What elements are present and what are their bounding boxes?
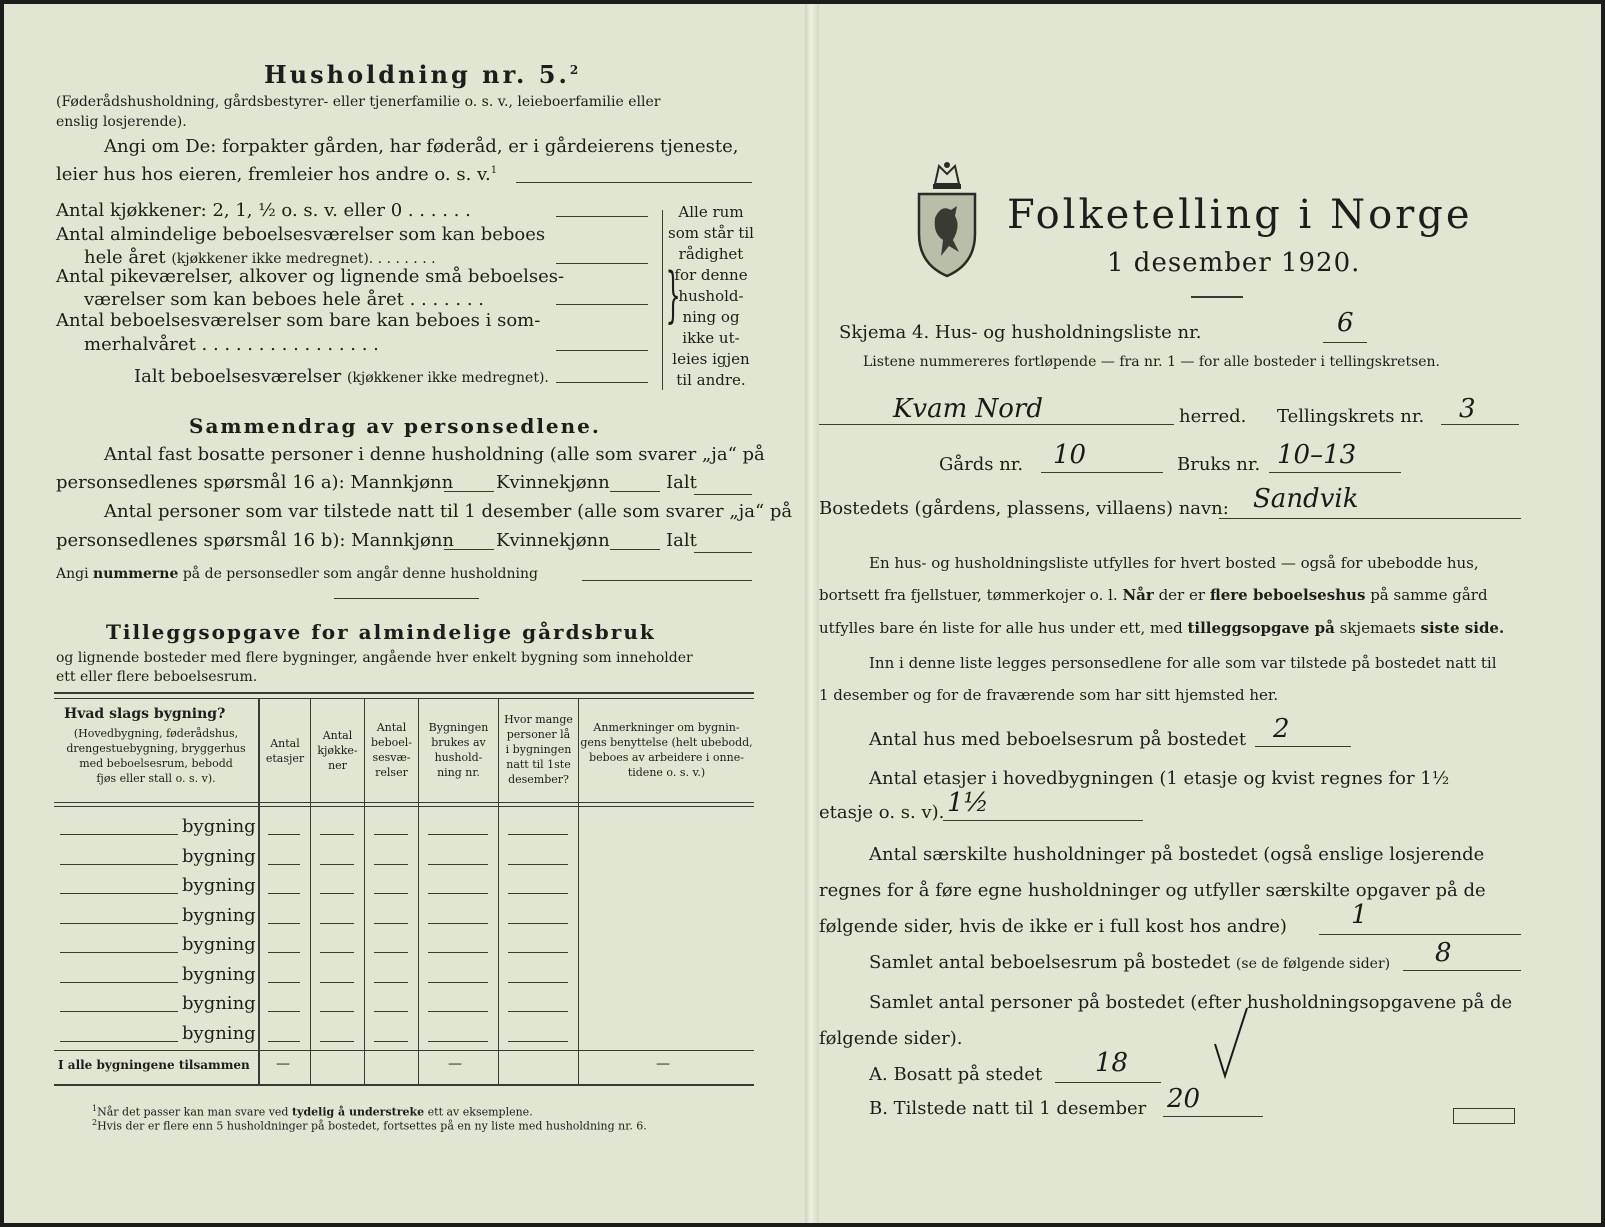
building-type-line[interactable]	[60, 893, 178, 894]
numbers-line: Angi nummerne på de personsedler som angår denne husholdning	[56, 566, 538, 582]
total-household-dash: —	[448, 1056, 462, 1072]
q-houses: Antal hus med beboelsesrum på bostedet	[869, 729, 1247, 750]
tellingskrets-value[interactable]: 3	[1459, 394, 1476, 424]
footnote-2: $^2$Hvis der er flere enn 5 husholdninger på bostedet, fortsettes på en ny liste med husholdning nr. 6.	[92, 1118, 647, 1133]
tillegg-line-1: og lignende bosteder med flere bygninger, angående hver enkelt bygning som inneholder	[56, 650, 693, 666]
check-mark-icon	[1211, 1004, 1251, 1084]
summary-line-2: personsedlenes spørsmål 16 a): Mannkjønn	[56, 472, 454, 493]
q-persons-a: Samlet antal personer på bostedet (efter husholdningsopgavene på de	[869, 992, 1513, 1013]
tellingskrets-line	[1441, 424, 1519, 425]
table-cell-line[interactable]	[374, 952, 408, 953]
table-cell-line[interactable]	[320, 952, 354, 953]
listene-note: Listene nummereres fortløpende — fra nr. 1 — for alle bosteder i tellingskretsen.	[863, 354, 1441, 370]
table-cell-line[interactable]	[320, 834, 354, 835]
bosted-line	[1219, 518, 1521, 519]
rooms-kitchens: Antal kjøkkener: 2, 1, ½ o. s. v. eller 0 . . . . . .	[56, 200, 471, 221]
table-cell-line[interactable]	[428, 893, 488, 894]
bruks-value[interactable]: 10–13	[1277, 440, 1357, 470]
table-cell-line[interactable]	[320, 893, 354, 894]
resident-female-answer[interactable]	[610, 491, 660, 492]
main-title: Folketelling i Norge	[1007, 192, 1473, 238]
instructions-1: En hus- og husholdningsliste utfylles for hvert bosted — også for ubebodde hus,	[869, 554, 1479, 572]
skjema-label: Skjema 4. Hus- og husholdningsliste nr.	[839, 322, 1202, 343]
ordinary-rooms-answer[interactable]	[556, 263, 648, 264]
small-rooms-answer[interactable]	[556, 304, 648, 305]
household-title: Husholdning nr. 5.$^2$	[264, 60, 582, 89]
table-cell-line[interactable]	[268, 834, 300, 835]
table-cell-line[interactable]	[508, 834, 568, 835]
bosted-label: Bostedets (gårdens, plassens, villaens) navn:	[819, 498, 1229, 519]
table-cell-line[interactable]	[320, 982, 354, 983]
table-cell-line[interactable]	[428, 834, 488, 835]
table-col-household: Bygningen brukes av hushold- ning nr.	[428, 721, 489, 779]
gards-label: Gårds nr.	[939, 454, 1024, 475]
table-col-persons: Hvor mange personer lå i bygningen natt til 1ste desember?	[504, 713, 573, 786]
q-households-c: følgende sider, hvis de ikke er i full kost hos andre)	[819, 916, 1287, 937]
intro-line-1: (Føderådshusholdning, gårdsbestyrer- eller tjenerfamilie o. s. v., leieboerfamilie eller	[56, 94, 661, 110]
q-households-b: regnes for å føre egne husholdninger og utfyller særskilte opgaver på de	[819, 880, 1486, 901]
q-households-line	[1319, 934, 1521, 935]
left-page	[4, 4, 805, 1223]
page-fold	[805, 4, 819, 1223]
resident-male-answer[interactable]	[444, 491, 494, 492]
summary-title: Sammendrag av personsedlene.	[189, 414, 601, 438]
table-total-label: I alle bygningene tilsammen	[58, 1058, 250, 1072]
q-resident-value[interactable]: 18	[1095, 1048, 1129, 1078]
q-present-line	[1163, 1116, 1263, 1117]
present-total-label: Ialt	[666, 530, 697, 551]
building-type-line[interactable]	[60, 864, 178, 865]
building-row-label: bygning	[182, 875, 256, 896]
table-cell-line[interactable]	[508, 864, 568, 865]
side-note-rule	[662, 210, 663, 390]
q-resident-line	[1055, 1082, 1161, 1083]
building-row-label: bygning	[182, 845, 256, 867]
q-houses-line	[1255, 746, 1351, 747]
q-present-value[interactable]: 20	[1167, 1084, 1201, 1114]
table-cell-line[interactable]	[320, 1011, 354, 1012]
section-divider	[334, 598, 479, 599]
table-cell-line[interactable]	[268, 1041, 300, 1042]
census-date: 1 desember 1920.	[1107, 248, 1361, 278]
tillegg-line-2: ett eller flere beboelsesrum.	[56, 669, 258, 685]
kitchens-answer[interactable]	[556, 216, 648, 217]
tillegg-title: Tilleggsopgave for almindelige gårdsbruk	[106, 620, 656, 644]
table-cell-line[interactable]	[428, 952, 488, 953]
table-cell-line[interactable]	[320, 923, 354, 924]
numbers-answer[interactable]	[582, 580, 752, 581]
table-cell-line[interactable]	[508, 923, 568, 924]
rooms-small-b: værelser som kan beboes hele året . . . . . . .	[84, 289, 484, 310]
rooms-small-a: Antal pikeværelser, alkover og lignende små beboelses-	[56, 266, 565, 287]
table-cell-line[interactable]	[268, 864, 300, 865]
table-cell-line[interactable]	[508, 1011, 568, 1012]
q-rooms-line	[1403, 970, 1521, 971]
right-page	[819, 4, 1601, 1223]
table-cell-line[interactable]	[374, 982, 408, 983]
footnote-1: $^1$Når det passer kan man svare ved tydelig å understreke ett av eksemplene.	[92, 1104, 533, 1119]
building-type-line[interactable]	[60, 834, 178, 835]
tellingskrets-label: Tellingskrets nr.	[1277, 406, 1425, 427]
table-col-building-title: Hvad slags bygning?	[64, 706, 226, 722]
bosted-value[interactable]: Sandvik	[1253, 484, 1359, 514]
building-type-line[interactable]	[60, 952, 178, 953]
table-cell-line[interactable]	[374, 864, 408, 865]
title-divider	[1191, 296, 1243, 298]
q-floors-value[interactable]: 1½	[947, 788, 989, 818]
instructions-2: bortsett fra fjellstuer, tømmerkojer o. l. Når der er flere beboelseshus på samme gård	[819, 586, 1488, 604]
building-row-label: bygning	[182, 904, 256, 926]
present-male-answer[interactable]	[444, 549, 494, 550]
q-floors-a: Antal etasjer i hovedbygningen (1 etasje og kvist regnes for 1½	[869, 768, 1450, 789]
rooms-ordinary-a: Antal almindelige beboelsesværelser som kan beboes	[56, 224, 546, 245]
table-cell-line[interactable]	[268, 893, 300, 894]
census-sheet	[4, 4, 1601, 1223]
present-female-label: Kvinnekjønn	[496, 530, 610, 551]
building-row-label: bygning	[182, 934, 256, 955]
table-cell-line[interactable]	[268, 923, 300, 924]
q-households-a: Antal særskilte husholdninger på bostedet (også enslige losjerende	[869, 844, 1485, 865]
table-col-building-sub: (Hovedbygning, føderådshus, drengestuebygning, bryggerhus med beboelsesrum, bebodd fjøs eller stall o. s. v).	[66, 727, 246, 785]
skjema-line	[1323, 342, 1367, 343]
table-col-floors: Antal etasjer	[265, 737, 305, 765]
total-floors-dash: —	[276, 1056, 290, 1072]
skjema-number[interactable]: 6	[1337, 308, 1354, 338]
present-total-answer[interactable]	[694, 552, 752, 553]
table-cell-line[interactable]	[268, 1011, 300, 1012]
table-col-rooms: Antal beboel- sesvæ- relser	[371, 721, 412, 779]
table-cell-line[interactable]	[428, 1011, 488, 1012]
q-persons-b: følgende sider).	[819, 1028, 963, 1049]
summary-line-1: Antal fast bosatte personer i denne husholdning (alle som svarer „ja“ på	[104, 444, 765, 465]
building-type-line[interactable]	[60, 1011, 178, 1012]
intro-line-2: enslig losjerende).	[56, 114, 187, 130]
table-cell-line[interactable]	[268, 982, 300, 983]
bruks-line	[1269, 472, 1401, 473]
side-note: Alle rum som står til rådighet for denne hushold- ning og ikke ut- leies igjen til andre.	[668, 203, 754, 389]
table-cell-line[interactable]	[268, 952, 300, 953]
building-row-label: bygning	[182, 816, 256, 837]
table-cell-line[interactable]	[374, 1011, 408, 1012]
table-cell-line[interactable]	[374, 834, 408, 835]
building-row-label: bygning	[182, 993, 256, 1014]
q-resident-label: A. Bosatt på stedet	[869, 1064, 1043, 1085]
herred-value[interactable]: Kvam Nord	[893, 394, 1044, 424]
gards-value[interactable]: 10	[1053, 440, 1087, 470]
angi-line-2: leier hus hos eieren, fremleier hos andre o. s. v.$^1$	[56, 164, 498, 185]
printer-stamp	[1453, 1108, 1515, 1124]
gards-line	[1041, 472, 1163, 473]
table-cell-line[interactable]	[428, 1041, 488, 1042]
instructions-5: 1 desember og for de fraværende som har sitt hjemsted her.	[819, 686, 1279, 704]
table-cell-line[interactable]	[320, 864, 354, 865]
q-households-value[interactable]: 1	[1351, 900, 1368, 930]
brace: }	[665, 260, 681, 330]
present-female-answer[interactable]	[610, 549, 660, 550]
bruks-label: Bruks nr.	[1177, 454, 1261, 475]
table-cell-line[interactable]	[508, 1041, 568, 1042]
q-present-label: B. Tilstede natt til 1 desember	[869, 1098, 1147, 1119]
q-houses-value[interactable]: 2	[1273, 714, 1290, 744]
table-cell-line[interactable]	[374, 1041, 408, 1042]
table-col-remarks: Anmerkninger om bygnin- gens benyttelse (helt ubebodd, beboes av arbeidere i onne- tidene o. s. v.)	[580, 721, 753, 779]
table-cell-line[interactable]	[508, 952, 568, 953]
building-type-line[interactable]	[60, 982, 178, 983]
building-row-label: bygning	[182, 1022, 256, 1044]
table-cell-line[interactable]	[508, 982, 568, 983]
building-row-label: bygning	[182, 963, 256, 985]
table-cell-line[interactable]	[508, 893, 568, 894]
rooms-ordinary-b: hele året (kjøkkener ikke medregnet). . . . . . . .	[84, 247, 436, 268]
summary-line-4: personsedlenes spørsmål 16 b): Mannkjønn	[56, 530, 455, 551]
rooms-summer-b: merhalvåret . . . . . . . . . . . . . . . .	[84, 334, 379, 355]
q-rooms: Samlet antal beboelsesrum på bostedet (se de følgende sider)	[869, 952, 1391, 973]
total-remarks-dash: —	[656, 1056, 670, 1072]
instructions-3: utfylles bare én liste for alle hus under ett, med tilleggsopgave på skjemaets siste side.	[819, 619, 1505, 637]
resident-female-label: Kvinnekjønn	[496, 472, 610, 493]
angi-line-1: Angi om De: forpakter gården, har føderåd, er i gårdeierens tjeneste,	[104, 136, 739, 157]
table-cell-line[interactable]	[428, 923, 488, 924]
table-cell-line[interactable]	[374, 893, 408, 894]
rooms-total: Ialt beboelsesværelser (kjøkkener ikke medregnet).	[134, 366, 549, 387]
q-floors-line	[943, 820, 1143, 821]
table-cell-line[interactable]	[428, 864, 488, 865]
summary-line-3: Antal personer som var tilstede natt til 1 desember (alle som svarer „ja“ på	[104, 501, 793, 522]
total-rooms-answer[interactable]	[556, 382, 648, 383]
building-type-line[interactable]	[60, 923, 178, 924]
table-cell-line[interactable]	[374, 923, 408, 924]
herred-label: herred.	[1179, 406, 1247, 427]
summer-rooms-answer[interactable]	[556, 350, 648, 351]
coat-of-arms-icon	[915, 160, 979, 278]
resident-total-answer[interactable]	[694, 494, 752, 495]
resident-total-label: Ialt	[666, 472, 697, 493]
table-cell-line[interactable]	[320, 1041, 354, 1042]
instructions-4: Inn i denne liste legges personsedlene for alle som var tilstede på bostedet natt til	[869, 654, 1497, 672]
table-col-kitchens: Antal kjøkke- ner	[317, 729, 358, 772]
q-rooms-value[interactable]: 8	[1435, 938, 1452, 968]
q-floors-b: etasje o. s. v).	[819, 802, 945, 823]
angi-answer-line[interactable]	[516, 182, 752, 183]
table-cell-line[interactable]	[428, 982, 488, 983]
building-type-line[interactable]	[60, 1041, 178, 1042]
rooms-summer-a: Antal beboelsesværelser som bare kan beboes i som-	[56, 310, 541, 331]
herred-line	[819, 424, 1174, 425]
